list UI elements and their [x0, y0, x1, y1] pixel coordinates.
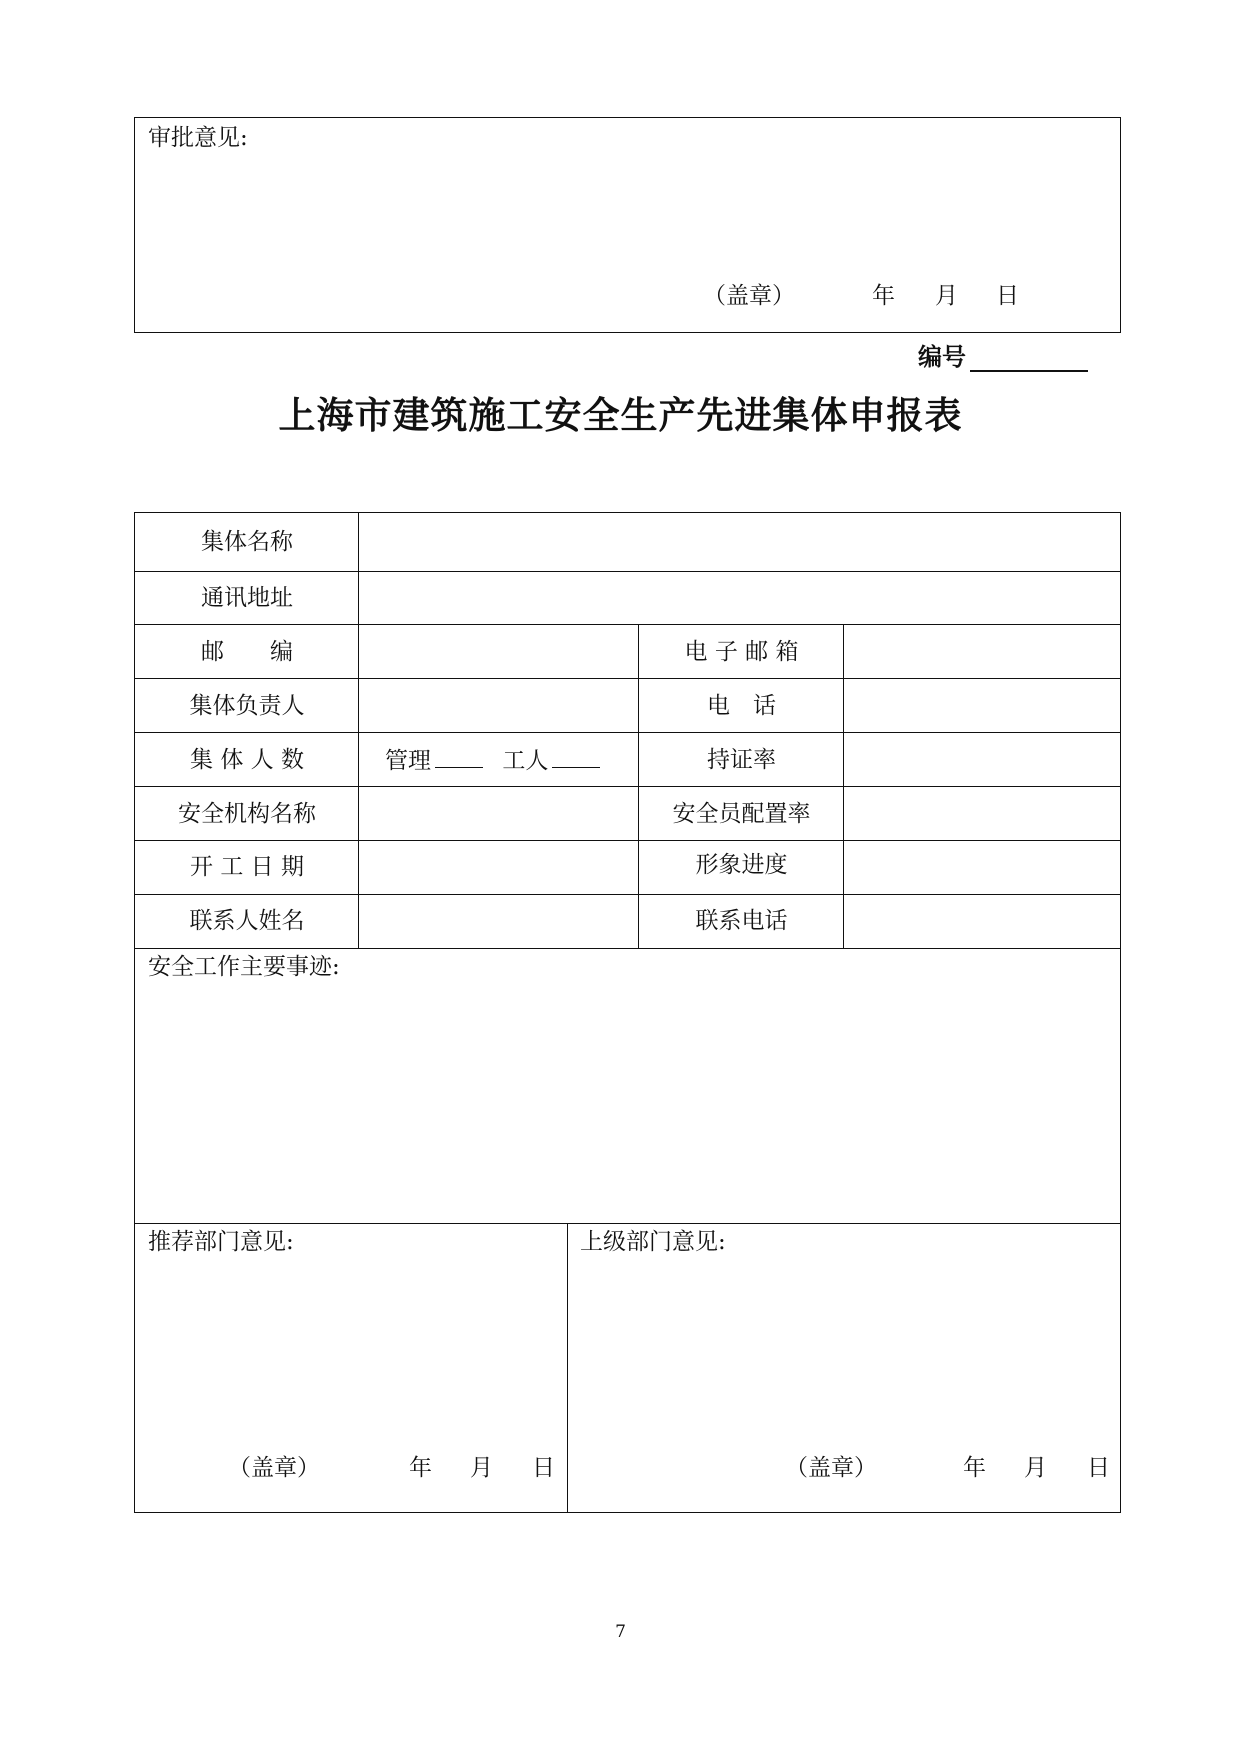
- email-label: 电 子 邮 箱: [684, 639, 799, 665]
- superior-day: 日: [1087, 1455, 1110, 1481]
- row-rule: [134, 732, 1121, 733]
- progress-label: 形象进度: [695, 852, 788, 878]
- row-rule: [134, 840, 1121, 841]
- row-rule: [134, 678, 1121, 679]
- headcount-label: 集 体 人 数: [190, 747, 304, 773]
- collective-name-field[interactable]: [360, 514, 1119, 570]
- approval-box: [134, 117, 1121, 333]
- contact-phone-field[interactable]: [845, 896, 1119, 947]
- approval-label: 审批意见:: [148, 125, 248, 151]
- address-field[interactable]: [360, 573, 1119, 623]
- serial-label: 编号: [918, 343, 966, 371]
- headcount-worker-label: 工人: [502, 748, 549, 774]
- contact-phone-label: 联系电话: [695, 908, 788, 934]
- approval-seal: （盖章）: [703, 283, 795, 309]
- headcount-manage-blank[interactable]: [435, 745, 483, 768]
- collective-name-label: 集体名称: [201, 529, 293, 555]
- page-number: 7: [615, 1622, 626, 1642]
- approval-day: 日: [996, 283, 1019, 309]
- address-label: 通讯地址: [201, 585, 293, 611]
- headcount-manage-label: 管理: [385, 748, 431, 774]
- recommend-label: 推荐部门意见:: [148, 1229, 294, 1255]
- leader-label: 集体负责人: [189, 693, 305, 719]
- approval-year: 年: [872, 283, 895, 309]
- col-rule: [638, 624, 639, 948]
- recommend-field[interactable]: [136, 1260, 566, 1460]
- superior-year: 年: [963, 1455, 986, 1481]
- superior-month: 月: [1024, 1455, 1047, 1481]
- cert-rate-field[interactable]: [845, 734, 1119, 785]
- row-rule: [134, 894, 1121, 895]
- col-rule: [567, 1223, 568, 1513]
- recommend-year: 年: [409, 1455, 432, 1481]
- row-rule: [134, 948, 1121, 949]
- phone-field[interactable]: [845, 680, 1119, 731]
- serial-input-line[interactable]: [970, 370, 1088, 372]
- col-rule: [843, 624, 844, 948]
- safety-officer-rate-label: 安全员配置率: [672, 801, 811, 827]
- superior-seal: （盖章）: [785, 1455, 877, 1481]
- phone-label: 电 话: [707, 693, 776, 719]
- contact-name-label: 联系人姓名: [189, 908, 305, 934]
- row-rule: [134, 624, 1121, 625]
- recommend-day: 日: [532, 1455, 555, 1481]
- headcount-worker-blank[interactable]: [552, 745, 600, 768]
- cert-rate-label: 持证率: [707, 747, 776, 773]
- page-title: 上海市建筑施工安全生产先进集体申报表: [278, 394, 963, 437]
- contact-name-field[interactable]: [360, 896, 637, 947]
- row-rule: [134, 571, 1121, 572]
- headcount-manage: [385, 745, 606, 776]
- deeds-field[interactable]: [136, 985, 1119, 1221]
- row-rule: [134, 1223, 1121, 1224]
- safety-officer-rate-field[interactable]: [845, 788, 1119, 839]
- recommend-month: 月: [470, 1455, 493, 1481]
- progress-field[interactable]: [845, 842, 1119, 893]
- deeds-label: 安全工作主要事迹:: [148, 954, 340, 980]
- start-date-label: 开 工 日 期: [190, 854, 304, 880]
- postcode-label: 邮 编: [201, 639, 293, 665]
- col-rule: [358, 512, 359, 948]
- superior-field[interactable]: [569, 1260, 1119, 1460]
- email-field[interactable]: [845, 626, 1119, 677]
- start-date-field[interactable]: [360, 842, 637, 893]
- safety-org-label: 安全机构名称: [178, 801, 316, 827]
- approval-month: 月: [935, 283, 958, 309]
- row-rule: [134, 786, 1121, 787]
- postcode-field[interactable]: [360, 626, 637, 677]
- safety-org-field[interactable]: [360, 788, 637, 839]
- recommend-seal: （盖章）: [228, 1455, 320, 1481]
- superior-label: 上级部门意见:: [580, 1229, 726, 1255]
- leader-field[interactable]: [360, 680, 637, 731]
